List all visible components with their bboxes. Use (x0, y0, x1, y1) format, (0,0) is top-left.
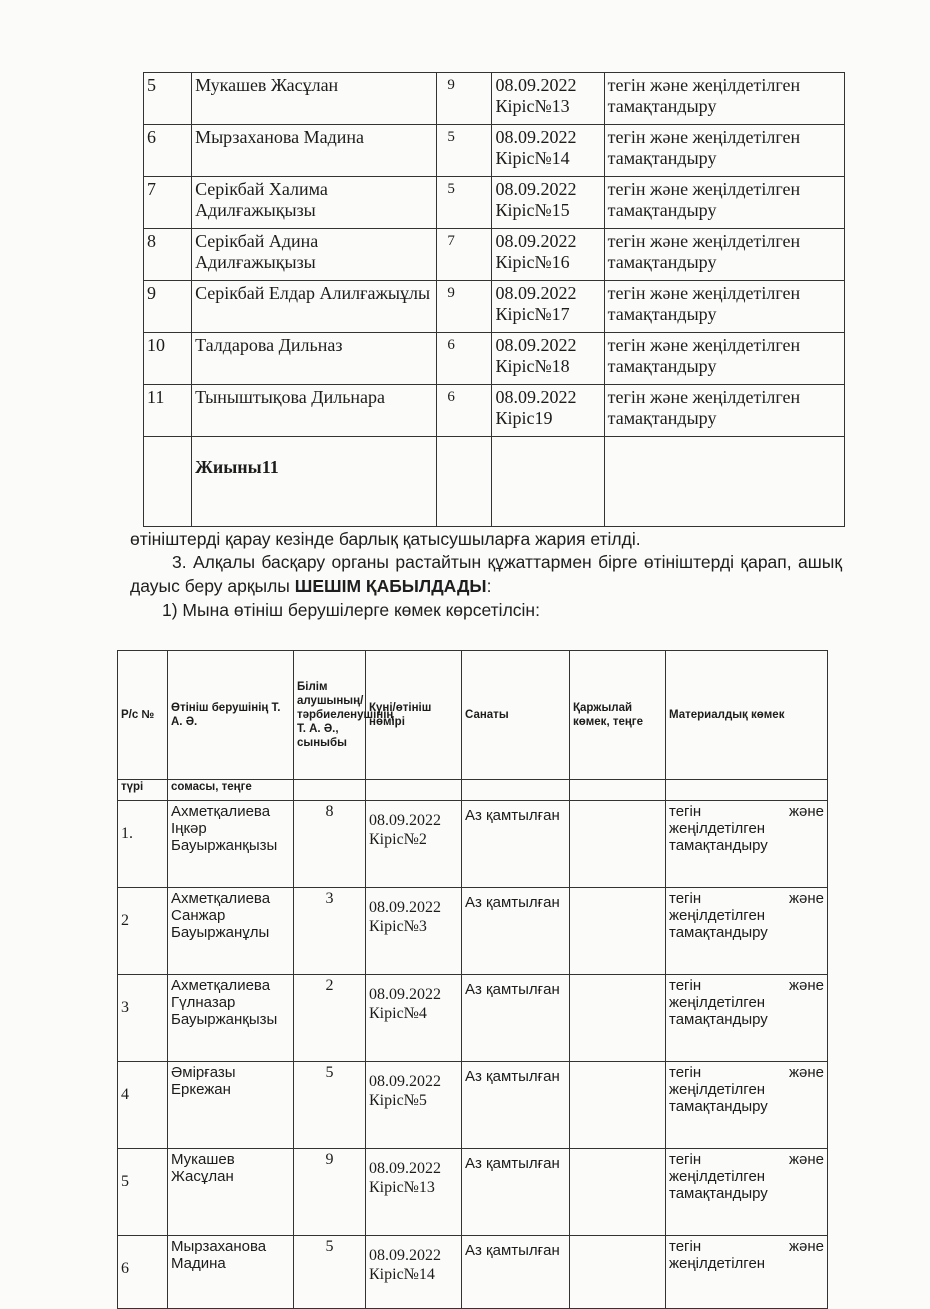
date: 08.09.2022 (369, 899, 441, 916)
row-number: 5 (144, 73, 192, 125)
date-reg (366, 888, 462, 975)
category: тегін және жеңілдетілген тамақтандыру (604, 177, 844, 229)
header-category: Санаты (462, 651, 570, 780)
date: 08.09.2022 (369, 1247, 441, 1264)
student-grade: 7 (437, 229, 492, 281)
category: Аз қамтылған (462, 1236, 570, 1309)
date: 08.09.2022 (495, 179, 577, 199)
header-num: Р/с № (118, 651, 168, 780)
applicant-name: Әмірғазы Еркежан (168, 1062, 294, 1149)
student-name: Мукашев Жасұлан (192, 73, 437, 125)
row-number: 6 (118, 1236, 168, 1309)
table1-row (144, 333, 845, 385)
header-date: Күні/өтініш нөмірі (366, 651, 462, 780)
table2-row (118, 1236, 828, 1309)
row-number: 10 (144, 333, 192, 385)
table1-row (144, 385, 845, 437)
header-material: Материалдық көмек (666, 651, 828, 780)
category: Аз қамтылған (462, 888, 570, 975)
table1-total-row (144, 437, 845, 527)
table2-row (118, 1062, 828, 1149)
category: тегін және жеңілдетілген тамақтандыру (604, 333, 844, 385)
financial-aid (570, 1149, 666, 1236)
reg-number: Кіріс№17 (495, 304, 570, 324)
table2-row (118, 1149, 828, 1236)
row-number: 5 (118, 1149, 168, 1236)
date-reg (366, 801, 462, 888)
student-grade: 8 (294, 801, 366, 888)
reg-number: Кіріс№13 (369, 1179, 435, 1196)
decision-bold: ШЕШІМ ҚАБЫЛДАДЫ (294, 576, 487, 596)
decision-colon: : (486, 576, 492, 596)
student-name: Серікбай Елдар Алилғажыұлы (192, 281, 437, 333)
financial-aid (570, 975, 666, 1062)
date-reg (366, 975, 462, 1062)
category: Аз қамтылған (462, 1149, 570, 1236)
table2-subheader-row (118, 780, 828, 801)
student-name: Серікбай Халима Адилғажықызы (192, 177, 437, 229)
table1-body (144, 73, 845, 527)
row-number: 3 (118, 975, 168, 1062)
applicant-name: Ахметқалиева Санжар Бауыржанұлы (168, 888, 294, 975)
reg-number: Кіріс№15 (495, 200, 570, 220)
row-number: 4 (118, 1062, 168, 1149)
beneficiaries-table-continued (143, 72, 845, 527)
student-name: Серікбай Адина Адилғажықызы (192, 229, 437, 281)
table1-row (144, 125, 845, 177)
financial-aid (570, 801, 666, 888)
table2-row (118, 801, 828, 888)
student-grade: 2 (294, 975, 366, 1062)
reg-number: Кіріс№5 (369, 1092, 427, 1109)
table2-body (118, 651, 828, 1309)
student-grade: 6 (437, 385, 492, 437)
student-grade: 5 (437, 125, 492, 177)
date: 08.09.2022 (369, 1073, 441, 1090)
category: тегін және жеңілдетілген тамақтандыру (604, 73, 844, 125)
row-number: 8 (144, 229, 192, 281)
reg-number: Кіріс№18 (495, 356, 570, 376)
student-grade: 9 (294, 1149, 366, 1236)
reg-number: Кіріс№3 (369, 918, 427, 935)
category: Аз қамтылған (462, 975, 570, 1062)
reg-number: Кіріс№14 (369, 1266, 435, 1283)
date: 08.09.2022 (495, 387, 577, 407)
student-grade: 9 (437, 73, 492, 125)
financial-aid (570, 1062, 666, 1149)
table1-row (144, 73, 845, 125)
date-reg (492, 73, 604, 125)
header-applicant: Өтініш берушінің Т. А. Ә. (168, 651, 294, 780)
row-number: 1. (118, 801, 168, 888)
row-number: 6 (144, 125, 192, 177)
applicant-name: Мукашев Жасұлан (168, 1149, 294, 1236)
student-grade: 6 (437, 333, 492, 385)
paragraph-announcement: өтініштерді қарау кезінде барлық қатысушыларға жария етілді. (130, 529, 641, 549)
date-reg (492, 385, 604, 437)
applicant-name: Ахметқалиева Гүлназар Бауыржанқызы (168, 975, 294, 1062)
financial-aid (570, 888, 666, 975)
subheader-amount: сомасы, теңге (168, 780, 294, 801)
date: 08.09.2022 (495, 75, 577, 95)
date-reg (366, 1062, 462, 1149)
row-number: 11 (144, 385, 192, 437)
reg-number: Кіріс№14 (495, 148, 570, 168)
student-name: Мырзаханова Мадина (192, 125, 437, 177)
row-number: 7 (144, 177, 192, 229)
paragraph-decision (130, 550, 842, 598)
student-grade: 5 (294, 1062, 366, 1149)
date: 08.09.2022 (495, 283, 577, 303)
material-aid: тегін және жеңілдетілген тамақтандыру (666, 801, 828, 888)
category: тегін және жеңілдетілген тамақтандыру (604, 385, 844, 437)
header-student: Білім алушының/тәрбиеленушінің Т. А. Ә., сыныбы (294, 651, 366, 780)
applicant-name: Мырзаханова Мадина (168, 1236, 294, 1309)
date-reg (492, 229, 604, 281)
date: 08.09.2022 (369, 986, 441, 1003)
material-aid: тегін және жеңілдетілген тамақтандыру (666, 1062, 828, 1149)
applicant-name: Ахметқалиева Іңкәр Бауыржанқызы (168, 801, 294, 888)
reg-number: Кіріс№16 (495, 252, 570, 272)
date-reg (492, 333, 604, 385)
reg-number: Кіріс19 (495, 408, 553, 428)
row-number: 9 (144, 281, 192, 333)
header-financial: Қаржылай көмек, теңге (570, 651, 666, 780)
student-name: Тыныштықова Дильнара (192, 385, 437, 437)
table1-row (144, 281, 845, 333)
material-aid: тегін және жеңілдетілген тамақтандыру (666, 888, 828, 975)
category: Аз қамтылған (462, 1062, 570, 1149)
financial-aid (570, 1236, 666, 1309)
table1-row (144, 177, 845, 229)
reg-number: Кіріс№2 (369, 831, 427, 848)
material-aid: тегін және жеңілдетілген тамақтандыру (666, 975, 828, 1062)
table1-row (144, 229, 845, 281)
table2-row (118, 975, 828, 1062)
reg-number: Кіріс№4 (369, 1005, 427, 1022)
material-aid: тегін және жеңілдетілген тамақтандыру (666, 1149, 828, 1236)
subheader-type: түрі (118, 780, 168, 801)
student-grade: 5 (294, 1236, 366, 1309)
category: тегін және жеңілдетілген тамақтандыру (604, 125, 844, 177)
paragraph-assist: 1) Мына өтініш берушілерге көмек көрсетілсін: (162, 600, 540, 620)
date: 08.09.2022 (369, 812, 441, 829)
student-grade: 3 (294, 888, 366, 975)
date-reg (492, 281, 604, 333)
student-grade: 9 (437, 281, 492, 333)
date-reg (492, 177, 604, 229)
decision-text: 3. Алқалы басқару органы растайтын құжаттармен бірге өтініштерді қарап, ашық дауыс беру арқылы (130, 552, 842, 596)
date: 08.09.2022 (495, 127, 577, 147)
category: тегін және жеңілдетілген тамақтандыру (604, 229, 844, 281)
reg-number: Кіріс№13 (495, 96, 570, 116)
table2-header-row (118, 651, 828, 780)
row-number: 2 (118, 888, 168, 975)
date: 08.09.2022 (495, 231, 577, 251)
total-label: Жиыны11 (192, 437, 437, 527)
table2-row (118, 888, 828, 975)
material-aid: тегін және жеңілдетілген (666, 1236, 828, 1309)
date-reg (366, 1236, 462, 1309)
student-grade: 5 (437, 177, 492, 229)
date-reg (492, 125, 604, 177)
date-reg (366, 1149, 462, 1236)
assistance-table (117, 650, 828, 1309)
date: 08.09.2022 (369, 1160, 441, 1177)
category: Аз қамтылған (462, 801, 570, 888)
category: тегін және жеңілдетілген тамақтандыру (604, 281, 844, 333)
student-name: Талдарова Дильназ (192, 333, 437, 385)
date: 08.09.2022 (495, 335, 577, 355)
